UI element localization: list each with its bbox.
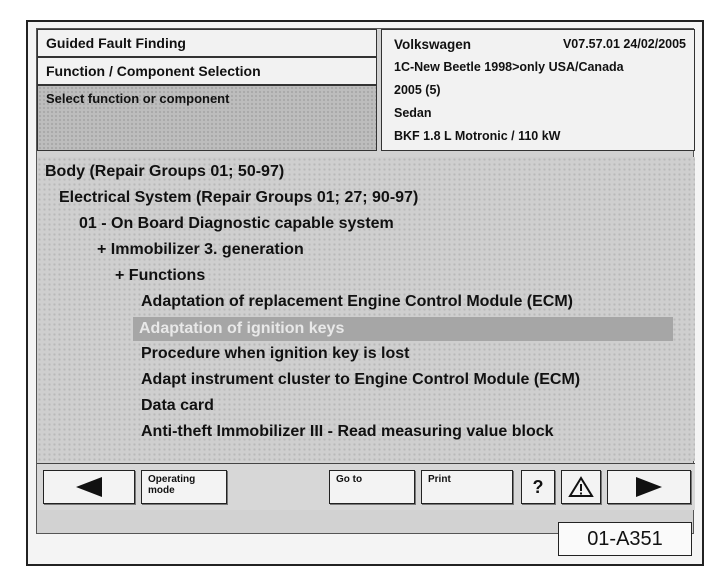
help-label: ? [532, 476, 544, 497]
right-arrow-icon [634, 476, 664, 498]
print-button[interactable]: Print [421, 470, 513, 504]
vehicle-engine: BKF 1.8 L Motronic / 110 kW [394, 129, 561, 143]
operating-mode-button[interactable]: Operating mode [141, 470, 227, 504]
forward-button[interactable] [607, 470, 691, 504]
diagnostic-screen [36, 28, 694, 534]
warning-button[interactable] [561, 470, 601, 504]
bottom-toolbar [37, 463, 695, 510]
back-button[interactable] [43, 470, 135, 504]
vehicle-model: 1C-New Beetle 1998>only USA/Canada [394, 60, 624, 74]
tree-item-adaptation-ignition-keys[interactable]: Adaptation of ignition keys [133, 317, 673, 341]
tree-item-body[interactable]: Body (Repair Groups 01; 50-97) [45, 163, 285, 180]
tree-item-adaptation-ecm[interactable]: Adaptation of replacement Engine Control Module (ECM) [141, 293, 573, 310]
tree-item-read-measuring-block[interactable]: Anti-theft Immobilizer III - Read measuring value block [141, 423, 554, 440]
vehicle-body: Sedan [394, 106, 432, 120]
vehicle-year: 2005 (5) [394, 83, 441, 97]
software-version: V07.57.01 24/02/2005 [562, 37, 686, 51]
left-arrow-icon [74, 476, 104, 498]
tree-item-data-card[interactable]: Data card [141, 397, 214, 414]
tree-item-key-lost-procedure[interactable]: Procedure when ignition key is lost [141, 345, 410, 362]
tree-item-immobilizer[interactable]: + Immobilizer 3. generation [97, 241, 304, 258]
vehicle-brand: Volkswagen [394, 37, 472, 52]
header-left [37, 29, 377, 175]
figure-frame [26, 20, 704, 566]
tree-item-electrical-system[interactable]: Electrical System (Repair Groups 01; 27; 90-97) [59, 189, 419, 206]
vehicle-info-panel [381, 29, 695, 151]
selection-prompt: Select function or component [37, 85, 377, 151]
tree-item-adapt-instrument-cluster[interactable]: Adapt instrument cluster to Engine Control Module (ECM) [141, 371, 581, 388]
mode-title: Guided Fault Finding [37, 29, 377, 57]
goto-button[interactable]: Go to [329, 470, 415, 504]
screen-subtitle: Function / Component Selection [37, 57, 377, 85]
help-button[interactable] [521, 470, 555, 504]
function-tree [37, 157, 695, 461]
warning-triangle-icon [568, 476, 594, 498]
tree-item-obd-system[interactable]: 01 - On Board Diagnostic capable system [79, 215, 394, 232]
figure-code: 01-A351 [558, 522, 692, 556]
tree-item-functions[interactable]: + Functions [115, 267, 206, 284]
